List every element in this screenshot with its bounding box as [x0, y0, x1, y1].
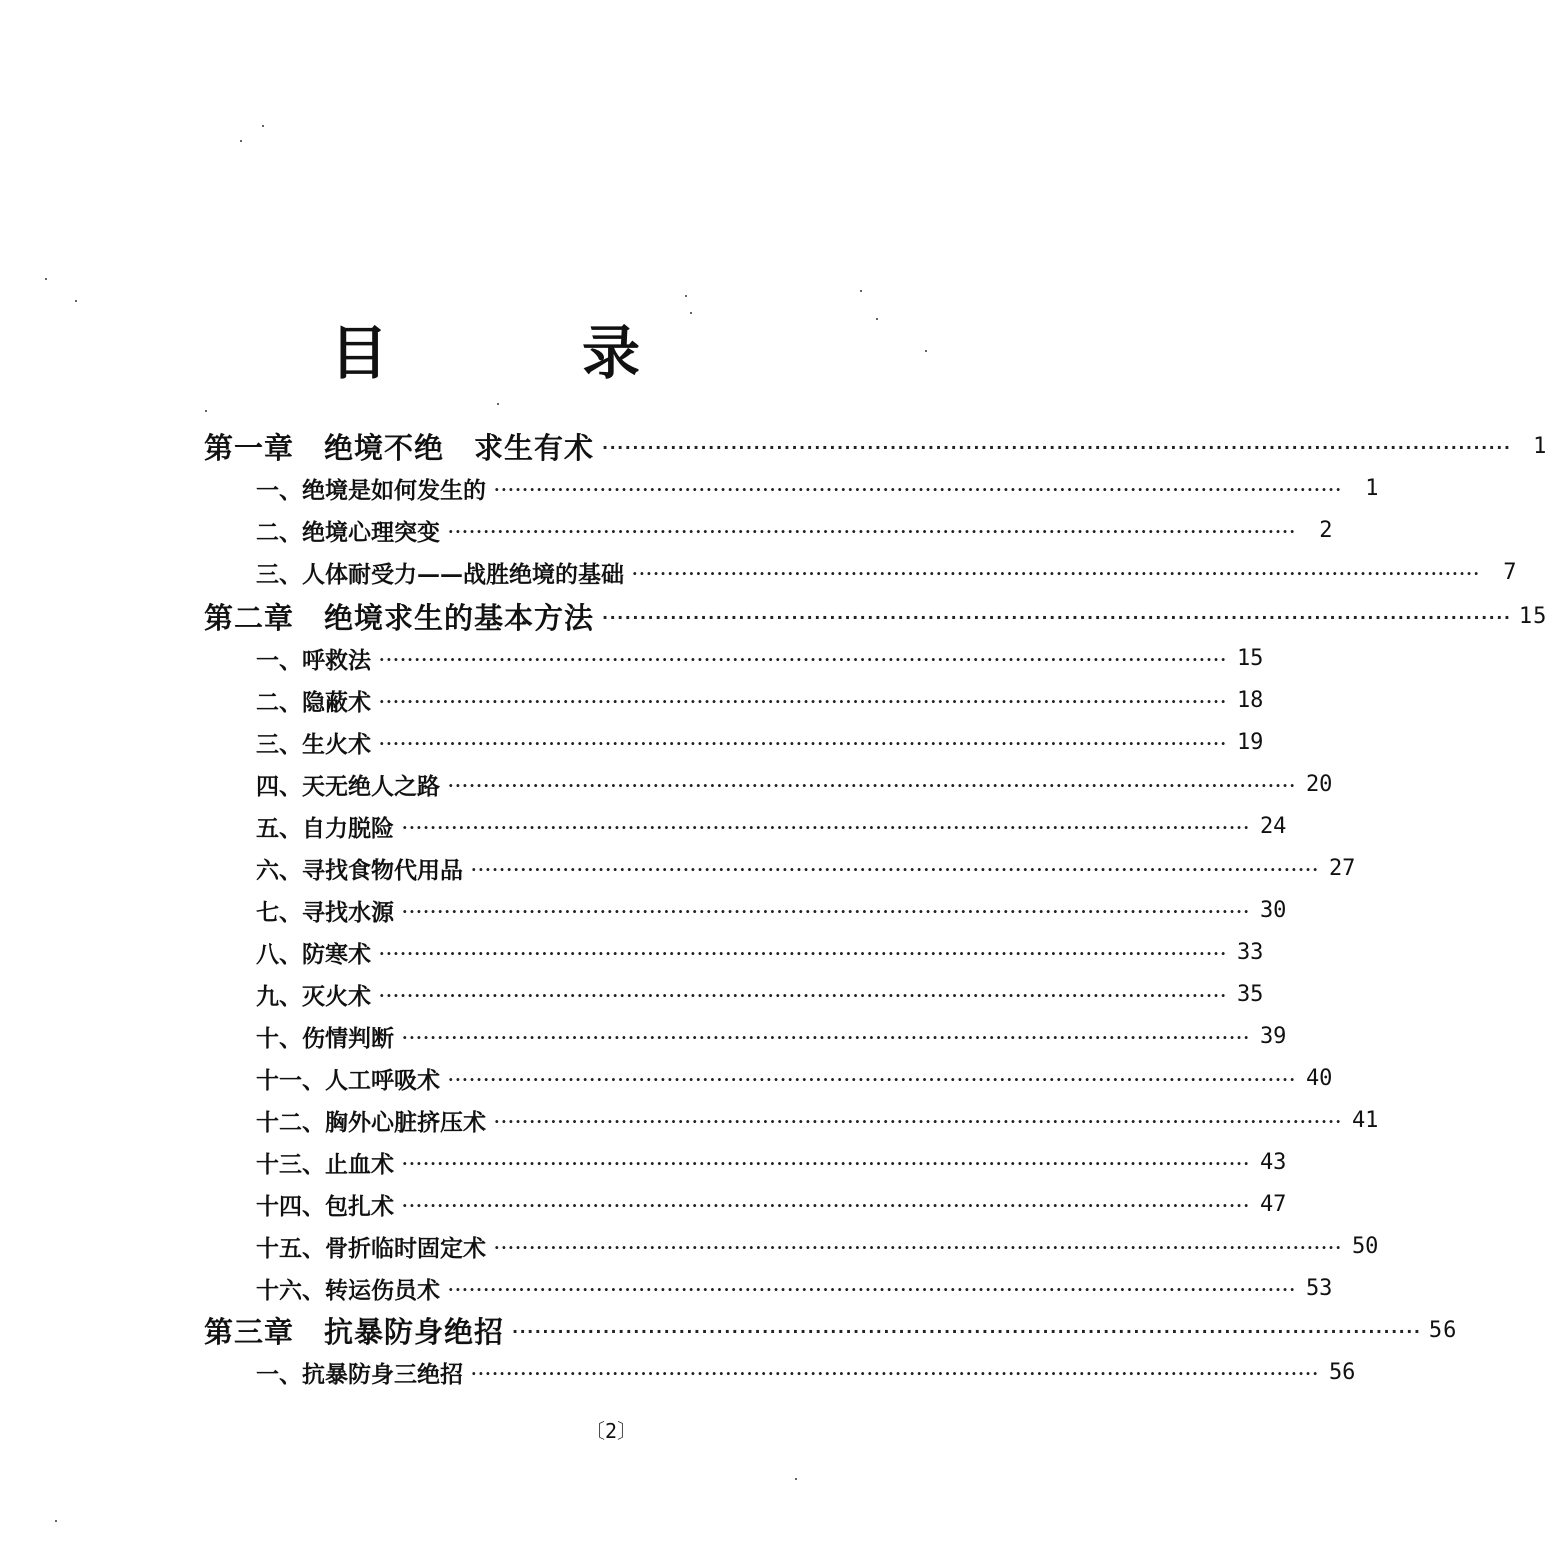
dot-leader: ························································································································	[379, 986, 1228, 1005]
toc-page-number: 7	[1503, 559, 1517, 585]
toc-page-number: 27	[1328, 855, 1356, 881]
toc-section-entry	[256, 1184, 1287, 1224]
dot-leader: ························································································································	[379, 650, 1228, 669]
scan-speck	[497, 403, 499, 405]
toc-section-entry	[256, 1100, 1379, 1140]
dot-leader: ························································································································	[494, 1112, 1343, 1131]
toc-entry-label: 第一章 绝境不绝 求生有术	[204, 430, 595, 465]
dot-leader: ························································································································	[471, 1364, 1320, 1383]
toc-page-number: 24	[1259, 813, 1287, 839]
toc-section-entry	[256, 890, 1287, 930]
toc-page-number: 15	[1236, 645, 1264, 671]
toc-chapter-entry	[204, 424, 1547, 468]
toc-page-number: 53	[1305, 1275, 1333, 1301]
toc-page-number: 19	[1236, 729, 1264, 755]
toc-entry-label: 三、生火术	[256, 730, 371, 758]
toc-page-number: 56	[1328, 1359, 1356, 1385]
toc-section-entry	[256, 1016, 1287, 1056]
toc-page-number: 33	[1236, 939, 1264, 965]
dot-leader: ························································································································	[494, 1238, 1343, 1257]
toc-section-entry	[256, 680, 1264, 720]
dot-leader: ························································································································	[402, 1028, 1251, 1047]
scan-speck	[75, 300, 77, 302]
toc-page-number: 30	[1259, 897, 1287, 923]
toc-entry-label: 二、隐蔽术	[256, 688, 371, 716]
toc-entry-label: 十一、人工呼吸术	[256, 1066, 440, 1094]
toc-entry-label: 二、绝境心理突变	[256, 518, 440, 546]
dot-leader: ························································································································	[512, 1322, 1422, 1341]
toc-entry-label: 第二章 绝境求生的基本方法	[204, 600, 595, 635]
toc-entry-label: 一、绝境是如何发生的	[256, 476, 486, 504]
toc-page-number: 40	[1305, 1065, 1333, 1091]
toc-section-entry	[256, 722, 1264, 762]
toc-section-entry	[256, 510, 1333, 550]
toc-section-entry	[256, 1268, 1333, 1308]
toc-chapter-entry	[204, 1308, 1458, 1352]
toc-entry-label: 十六、转运伤员术	[256, 1276, 440, 1304]
toc-entry-label: 十、伤情判断	[256, 1024, 394, 1052]
toc-entry-label: 四、天无绝人之路	[256, 772, 440, 800]
dot-leader: ························································································································	[448, 776, 1297, 795]
toc-section-entry	[256, 638, 1264, 678]
toc-page-number: 1	[1365, 475, 1379, 501]
toc-entry-label: 三、人体耐受力——战胜绝境的基础	[256, 560, 624, 588]
toc-section-entry	[256, 1352, 1356, 1392]
toc-entry-label: 七、寻找水源	[256, 898, 394, 926]
toc-section-entry	[256, 552, 1517, 592]
scan-speck	[876, 318, 878, 320]
scan-speck	[690, 312, 692, 314]
scan-speck	[925, 350, 927, 352]
toc-entry-label: 六、寻找食物代用品	[256, 856, 463, 884]
dot-leader: ························································································································	[379, 692, 1228, 711]
dot-leader: ························································································································	[448, 522, 1297, 541]
toc-page-number: 39	[1259, 1023, 1287, 1049]
toc-entry-label: 八、防寒术	[256, 940, 371, 968]
dot-leader: ························································································································	[379, 944, 1228, 963]
toc-section-entry	[256, 974, 1264, 1014]
toc-entry-label: 一、呼救法	[256, 646, 371, 674]
scan-speck	[685, 295, 687, 297]
toc-section-entry	[256, 468, 1379, 508]
dot-leader: ························································································································	[632, 564, 1481, 583]
toc-section-entry	[256, 848, 1356, 888]
toc-section-entry	[256, 1058, 1333, 1098]
toc-entry-label: 一、抗暴防身三绝招	[256, 1360, 463, 1388]
toc-entry-label: 十五、骨折临时固定术	[256, 1234, 486, 1262]
toc-entry-label: 九、灭火术	[256, 982, 371, 1010]
toc-page-number: 18	[1236, 687, 1264, 713]
scan-speck	[262, 125, 264, 127]
toc-entry-label: 十二、胸外心脏挤压术	[256, 1108, 486, 1136]
toc-page-number: 20	[1305, 771, 1333, 797]
toc-section-entry	[256, 932, 1264, 972]
scan-speck	[45, 278, 47, 280]
toc-page-number: 56	[1428, 1317, 1458, 1343]
dot-leader: ························································································································	[448, 1070, 1297, 1089]
dot-leader: ························································································································	[602, 608, 1512, 627]
toc-section-entry	[256, 764, 1333, 804]
scan-speck	[795, 1478, 797, 1480]
toc-page-number: 43	[1259, 1149, 1287, 1175]
toc-page-number: 41	[1351, 1107, 1379, 1133]
toc-entry-label: 十三、止血术	[256, 1150, 394, 1178]
scan-speck	[205, 410, 207, 412]
toc-page-number: 47	[1259, 1191, 1287, 1217]
page-title: 目 录	[330, 319, 709, 387]
dot-leader: ························································································································	[402, 1154, 1251, 1173]
toc-entry-label: 五、自力脱险	[256, 814, 394, 842]
dot-leader: ························································································································	[494, 480, 1343, 499]
page-number-footer: 〔2〕	[585, 1419, 638, 1443]
toc-page-number: 15	[1518, 603, 1547, 629]
dot-leader: ························································································································	[402, 1196, 1251, 1215]
dot-leader: ························································································································	[379, 734, 1228, 753]
toc-entry-label: 十四、包扎术	[256, 1192, 394, 1220]
dot-leader: ························································································································	[402, 818, 1251, 837]
scan-speck	[55, 1520, 57, 1522]
scan-speck	[240, 140, 242, 142]
toc-entry-label: 第三章 抗暴防身绝招	[204, 1314, 505, 1349]
toc-page-number: 35	[1236, 981, 1264, 1007]
toc-section-entry	[256, 806, 1287, 846]
toc-chapter-entry	[204, 594, 1547, 638]
toc-section-entry	[256, 1142, 1287, 1182]
dot-leader: ························································································································	[448, 1280, 1297, 1299]
dot-leader: ························································································································	[402, 902, 1251, 921]
dot-leader: ························································································································	[602, 438, 1512, 457]
toc-page-number: 1	[1533, 433, 1547, 459]
dot-leader: ························································································································	[471, 860, 1320, 879]
toc-page-number: 2	[1319, 517, 1333, 543]
toc-section-entry	[256, 1226, 1379, 1266]
toc-page-number: 50	[1351, 1233, 1379, 1259]
scan-speck	[860, 290, 862, 292]
